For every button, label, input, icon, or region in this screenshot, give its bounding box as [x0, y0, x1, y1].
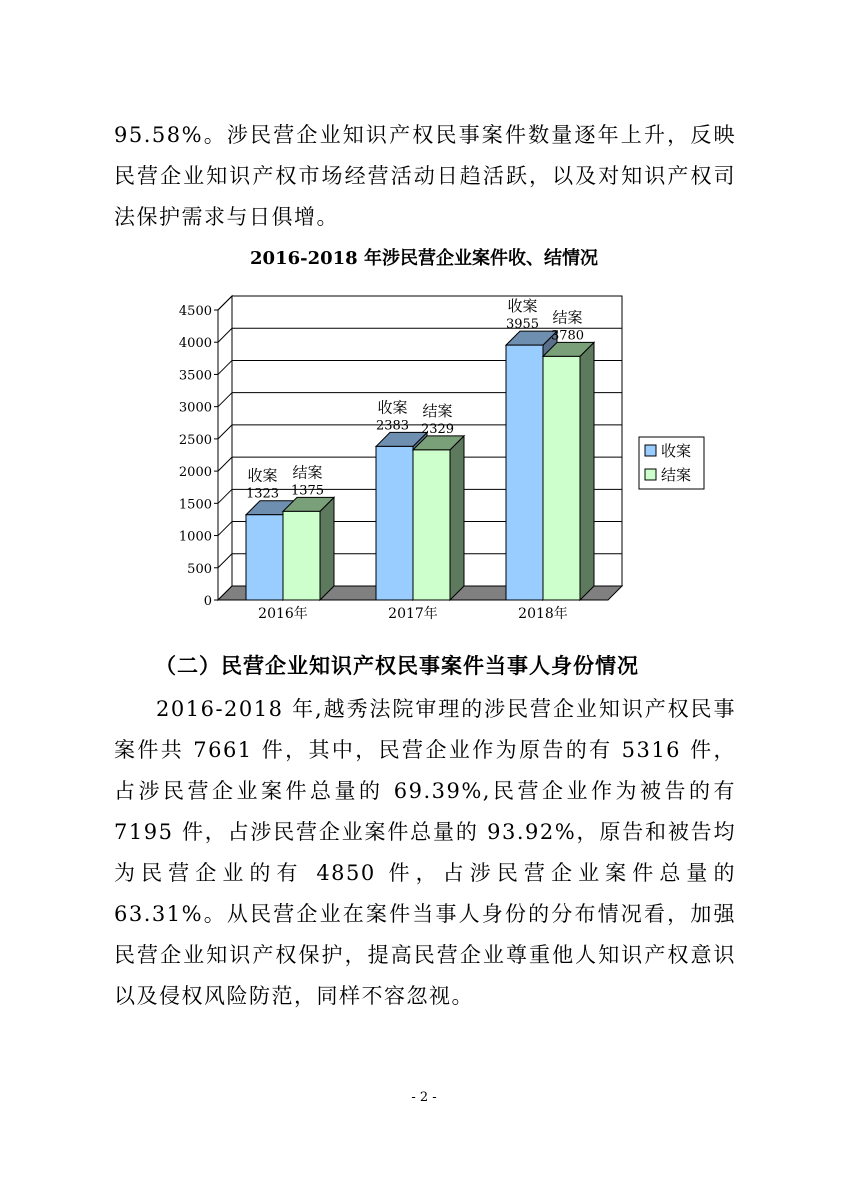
bar-side	[580, 342, 594, 600]
bar-side	[320, 497, 334, 600]
legend-swatch	[645, 445, 656, 456]
section-heading: （二）民营企业知识产权民事案件当事人身份情况	[155, 653, 639, 678]
legend-label: 收案	[661, 442, 692, 460]
y-tick-label: 3000	[178, 400, 212, 416]
y-tick-label: 3500	[178, 368, 212, 384]
data-label-value: 3955	[505, 317, 540, 333]
data-label-series: 结案	[292, 463, 323, 482]
data-label-series: 结案	[422, 401, 453, 420]
data-label-value: 3780	[550, 328, 585, 344]
data-label-value: 2383	[375, 418, 410, 434]
bar-收案	[376, 446, 413, 600]
data-label-value: 1323	[245, 486, 280, 502]
paragraph-2: 2016-2018 年,越秀法院审理的涉民营企业知识产权民事案件共 7661 件，其中，民营企业作为原告的有 5316 件，占涉民营企业案件总量的 69.39%,民营企业作为被告的有 7195 件，占涉民营企业案件总量的 93.92%，原告和被告均为民营企业的有 4850 件，占涉民营企业案件总量的 63.31%。从民营企业在案件当事人身份的分布情况看，加强民营企业知识产权保护，提高民营企业尊重他人知识产权意识以及侵权风险防范，同样不容忽视。	[114, 697, 736, 1008]
data-label-value: 2329	[420, 421, 455, 437]
paragraph-1: 95.58%。涉民营企业知识产权民事案件数量逐年上升，反映民营企业知识产权市场经营活动日趋活跃，以及对知识产权司法保护需求与日俱增。	[114, 123, 736, 229]
y-tick-label: 2000	[178, 465, 212, 481]
bar-side	[450, 436, 464, 600]
page-number: - 2 -	[411, 1090, 437, 1105]
data-label-series: 收案	[377, 398, 408, 417]
data-label-series: 结案	[552, 308, 583, 327]
y-tick-label: 1500	[178, 497, 212, 513]
y-tick-label: 0	[203, 594, 212, 609]
y-tick-label: 2500	[178, 432, 212, 448]
x-tick-label: 2016年	[258, 606, 308, 622]
chart-title: 2016-2018 年涉民营企业案件收、结情况	[250, 248, 598, 269]
data-label-value: 1375	[290, 483, 325, 499]
bar-结案	[543, 356, 580, 600]
legend-label: 结案	[661, 466, 692, 484]
y-tick-label: 4500	[178, 304, 212, 319]
bar-收案	[246, 515, 283, 600]
y-tick-label: 4000	[178, 336, 212, 352]
x-tick-label: 2017年	[388, 606, 438, 622]
bar-结案	[283, 511, 320, 600]
bar-收案	[506, 345, 543, 600]
y-tick-label: 1000	[178, 529, 212, 545]
plot-side-wall	[218, 296, 232, 600]
y-tick-label: 500	[187, 561, 212, 577]
data-label-series: 收案	[247, 466, 278, 485]
bar-结案	[413, 450, 450, 600]
data-label-series: 收案	[507, 297, 538, 316]
legend-swatch	[645, 469, 656, 480]
x-tick-label: 2018年	[518, 606, 568, 622]
